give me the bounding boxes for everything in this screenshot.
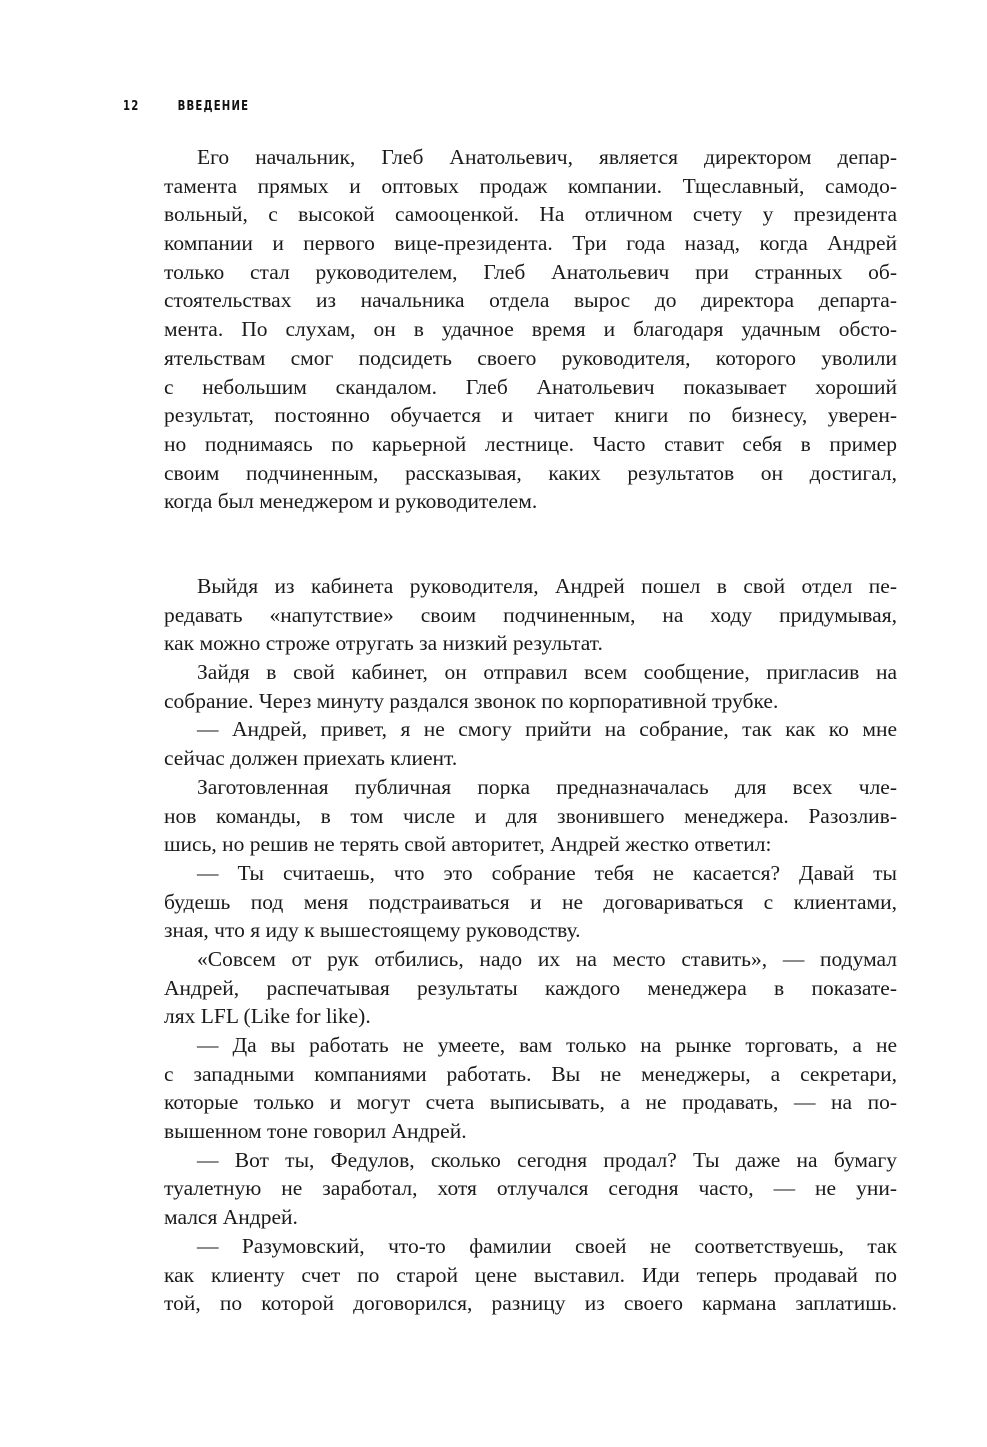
dialogue-line: — Вот ты, Федулов, сколько сегодня продал? Ты даже на бумагу: [197, 1147, 897, 1172]
text-line: мался Андрей.: [164, 1205, 298, 1230]
text-line: вышенном тоне говорил Андрей.: [164, 1119, 467, 1144]
running-head: [123, 99, 249, 114]
page-number: 12: [123, 99, 140, 114]
text-line: будешь под меня подстраиваться и не договариваться с клиентами,: [164, 889, 897, 914]
dialogue-line: — Разумовский, что-то фамилии своей не соответствуешь, так: [197, 1233, 897, 1258]
text-line: с небольшим скандалом. Глеб Анатольевич показывает хороший: [164, 374, 897, 399]
text-line: зная, что я иду к вышестоящему руководству.: [164, 918, 581, 943]
text-line: Выйдя из кабинета руководителя, Андрей пошел в свой отдел пе-: [197, 574, 897, 598]
text-line: Зайдя в свой кабинет, он отправил всем сообщение, пригласив на: [197, 660, 897, 685]
text-line: вольный, с высокой самооценкой. На отличном счету у президента: [164, 202, 897, 227]
text-line: с западными компаниями работать. Вы не менеджеры, а секретари,: [164, 1061, 897, 1086]
text-line: нов команды, в том числе и для звонившего менеджера. Разозлив-: [164, 803, 897, 828]
section-title: ВВЕДЕНИЕ: [177, 99, 250, 114]
text-line: своим подчиненным, рассказывая, каких результатов он достигал,: [164, 460, 897, 485]
dialogue-line: — Да вы работать не умеете, вам только на рынке торговать, а не: [197, 1033, 897, 1057]
dialogue-line: — Андрей, привет, я не смогу прийти на собрание, так как ко мне: [197, 717, 897, 742]
text-line: Заготовленная публичная порка предназначалась для всех чле-: [197, 774, 897, 799]
text-line: ятельствам смог подсидеть своего руководителя, которого уволили: [164, 345, 897, 370]
text-line: сейчас должен приехать клиент.: [164, 746, 458, 771]
text-line: мента. По слухам, он в удачное время и благодаря удачным обсто-: [164, 317, 897, 342]
text-line: когда был менеджером и руководителем.: [164, 489, 538, 514]
text-line: редавать «напутствие» своим подчиненным, на ходу придумывая,: [164, 602, 897, 627]
text-line: «Совсем от рук отбились, надо их на место ставить», — подумал: [197, 946, 897, 971]
text-line: Андрей, распечатывая результаты каждого менеджера в показате-: [164, 975, 897, 1000]
text-line: стоятельствах из начальника отдела вырос до директора департа-: [164, 288, 897, 313]
text-line: только стал руководителем, Глеб Анатольевич при странных об-: [164, 259, 897, 284]
paragraph-block-meeting-scene: [164, 572, 897, 1318]
text-line: результат, постоянно обучается и читает книги по бизнесу, уверен-: [164, 403, 897, 428]
text-line: тамента прямых и оптовых продаж компании. Тщеславный, самодо-: [164, 173, 897, 198]
text-line: как можно строже отругать за низкий результат.: [164, 631, 603, 656]
text-line: компании и первого вице-президента. Три года назад, когда Андрей: [164, 231, 897, 256]
text-line: лях LFL (Like for like).: [164, 1004, 371, 1029]
text-line: шись, но решив не терять свой авторитет, Андрей жестко ответил:: [164, 832, 772, 857]
text-line: туалетную не заработал, хотя отлучался сегодня часто, — не уни-: [164, 1176, 897, 1201]
text-line: которые только и могут счета выписывать, а не продавать, — на по-: [164, 1090, 897, 1115]
text-line: той, по которой договорился, разницу из своего кармана заплатишь.: [164, 1291, 897, 1316]
text-line: но поднимаясь по карьерной лестнице. Часто ставит себя в пример: [164, 431, 897, 456]
text-line: Его начальник, Глеб Анатольевич, является директором депар-: [197, 145, 897, 169]
text-line: собрание. Через минуту раздался звонок по корпоративной трубке.: [164, 688, 779, 713]
dialogue-line: — Ты считаешь, что это собрание тебя не касается? Давай ты: [197, 860, 897, 885]
paragraph-block-boss-description: [164, 143, 897, 516]
text-line: как клиенту счет по старой цене выставил. Иди теперь продавай по: [164, 1262, 897, 1287]
